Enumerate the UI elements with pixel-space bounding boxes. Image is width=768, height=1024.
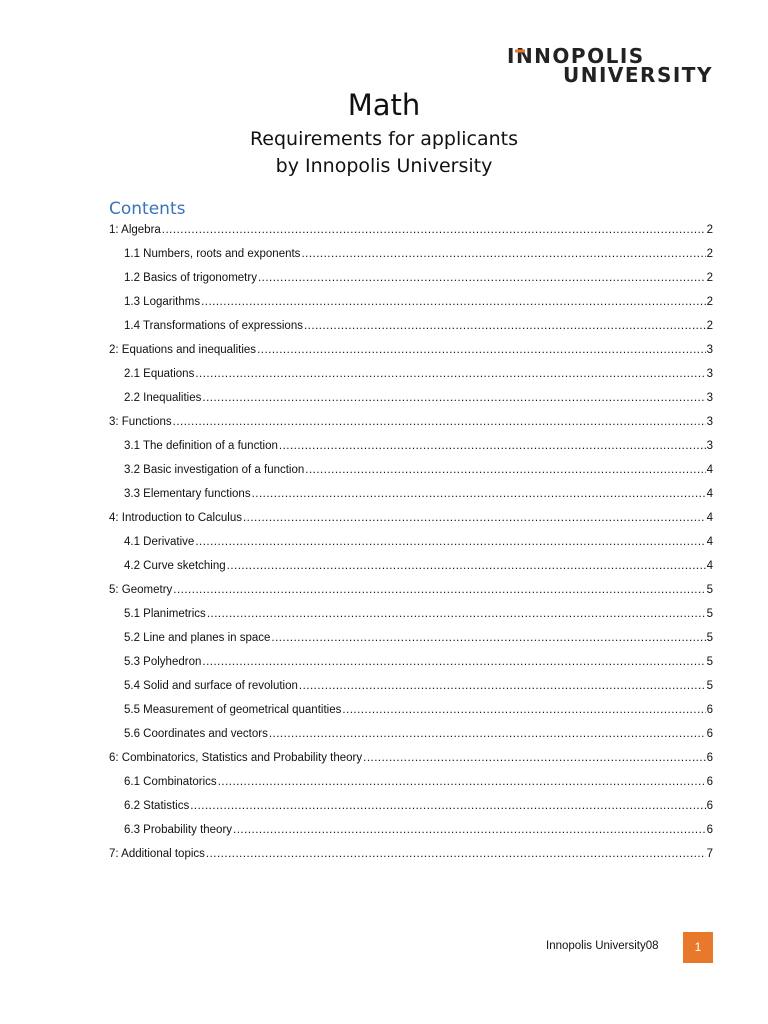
contents-heading: Contents bbox=[109, 199, 186, 219]
toc-entry-title: 5.5 Measurement of geometrical quantities bbox=[124, 704, 342, 716]
toc-entry-title: 4.1 Derivative bbox=[124, 536, 195, 548]
toc-entry-title: 2.1 Equations bbox=[124, 368, 195, 380]
toc-entry-page: 2 bbox=[706, 320, 713, 332]
toc-entry[interactable] bbox=[109, 698, 713, 722]
toc-entry-page: 3 bbox=[706, 392, 713, 404]
toc-dot-leader bbox=[195, 362, 705, 386]
footer-text: Innopolis University08 bbox=[546, 940, 659, 952]
toc-entry-title: 5.2 Line and planes in space bbox=[124, 632, 271, 644]
toc-entry[interactable] bbox=[109, 578, 713, 602]
toc-dot-leader bbox=[342, 698, 705, 722]
toc-dot-leader bbox=[363, 746, 705, 770]
toc-dot-leader bbox=[269, 722, 706, 746]
toc-dot-leader bbox=[202, 650, 705, 674]
toc-entry-title: 4.2 Curve sketching bbox=[124, 560, 226, 572]
toc-entry-title: 3.1 The definition of a function bbox=[124, 440, 278, 452]
toc-entry[interactable] bbox=[109, 386, 713, 410]
toc-dot-leader bbox=[301, 242, 705, 266]
toc-entry-page: 4 bbox=[706, 560, 713, 572]
toc-entry-title: 1.3 Logarithms bbox=[124, 296, 201, 308]
toc-entry[interactable] bbox=[109, 602, 713, 626]
toc-entry-title: 6.1 Combinatorics bbox=[124, 776, 217, 788]
toc-entry-page: 2 bbox=[706, 296, 713, 308]
toc-entry[interactable] bbox=[109, 650, 713, 674]
toc-entry-title: 2: Equations and inequalities bbox=[109, 344, 257, 356]
toc-entry-title: 3.2 Basic investigation of a function bbox=[124, 464, 305, 476]
toc-entry-title: 5.6 Coordinates and vectors bbox=[124, 728, 268, 740]
toc-dot-leader bbox=[162, 218, 706, 242]
page-number-badge: 1 bbox=[683, 932, 713, 963]
logo-line1: INNOPOLIS bbox=[507, 44, 645, 68]
toc-dot-leader bbox=[304, 314, 706, 338]
toc-entry-page: 5 bbox=[706, 584, 713, 596]
toc-dot-leader bbox=[206, 842, 706, 866]
toc-entry-page: 6 bbox=[706, 752, 713, 764]
toc-dot-leader bbox=[271, 626, 705, 650]
toc-entry-page: 4 bbox=[706, 464, 713, 476]
toc-dot-leader bbox=[299, 674, 706, 698]
toc-entry-page: 5 bbox=[706, 608, 713, 620]
toc-entry-page: 3 bbox=[706, 440, 713, 452]
toc-entry-page: 4 bbox=[706, 536, 713, 548]
document-subtitle-1: Requirements for applicants bbox=[249, 128, 519, 150]
toc-entry[interactable] bbox=[109, 338, 713, 362]
toc-entry[interactable] bbox=[109, 842, 713, 866]
toc-entry[interactable] bbox=[109, 410, 713, 434]
toc-entry[interactable] bbox=[109, 794, 713, 818]
toc-dot-leader bbox=[258, 266, 706, 290]
toc-entry-page: 6 bbox=[706, 800, 713, 812]
toc-entry-title: 2.2 Inequalities bbox=[124, 392, 202, 404]
toc-entry-page: 4 bbox=[706, 512, 713, 524]
toc-entry-title: 5: Geometry bbox=[109, 584, 173, 596]
innopolis-university-logo bbox=[505, 44, 717, 86]
toc-entry-title: 4: Introduction to Calculus bbox=[109, 512, 242, 524]
toc-entry[interactable] bbox=[109, 362, 713, 386]
toc-dot-leader bbox=[243, 506, 706, 530]
toc-entry-page: 6 bbox=[706, 824, 713, 836]
toc-entry-title: 1: Algebra bbox=[109, 224, 161, 236]
toc-entry-page: 7 bbox=[706, 848, 713, 860]
toc-entry[interactable] bbox=[109, 626, 713, 650]
toc-entry-page: 5 bbox=[706, 632, 713, 644]
toc-entry-page: 5 bbox=[706, 680, 713, 692]
table-of-contents bbox=[109, 218, 713, 866]
toc-entry[interactable] bbox=[109, 506, 713, 530]
toc-entry-title: 3.3 Elementary functions bbox=[124, 488, 251, 500]
toc-entry-title: 6.2 Statistics bbox=[124, 800, 190, 812]
toc-entry-page: 4 bbox=[706, 488, 713, 500]
toc-entry-page: 2 bbox=[706, 272, 713, 284]
toc-entry[interactable] bbox=[109, 482, 713, 506]
toc-dot-leader bbox=[218, 770, 706, 794]
toc-entry[interactable] bbox=[109, 722, 713, 746]
toc-entry-page: 3 bbox=[706, 368, 713, 380]
toc-entry[interactable] bbox=[109, 818, 713, 842]
toc-entry-page: 5 bbox=[706, 656, 713, 668]
toc-dot-leader bbox=[227, 554, 706, 578]
toc-entry-title: 1.2 Basics of trigonometry bbox=[124, 272, 257, 284]
toc-dot-leader bbox=[202, 386, 705, 410]
toc-entry[interactable] bbox=[109, 746, 713, 770]
toc-entry[interactable] bbox=[109, 290, 713, 314]
logo-line2: UNIVERSITY bbox=[563, 63, 713, 86]
toc-dot-leader bbox=[305, 458, 705, 482]
toc-entry[interactable] bbox=[109, 242, 713, 266]
toc-entry[interactable] bbox=[109, 530, 713, 554]
toc-entry[interactable] bbox=[109, 770, 713, 794]
toc-entry-title: 6: Combinatorics, Statistics and Probability theory bbox=[109, 752, 363, 764]
toc-entry-title: 6.3 Probability theory bbox=[124, 824, 233, 836]
toc-entry-title: 5.4 Solid and surface of revolution bbox=[124, 680, 298, 692]
document-subtitle-2: by Innopolis University bbox=[275, 155, 493, 177]
toc-entry-title: 5.1 Planimetrics bbox=[124, 608, 206, 620]
toc-entry[interactable] bbox=[109, 434, 713, 458]
toc-dot-leader bbox=[252, 482, 706, 506]
toc-dot-leader bbox=[279, 434, 706, 458]
toc-entry-page: 2 bbox=[706, 248, 713, 260]
document-title: Math bbox=[347, 88, 421, 122]
toc-entry-title: 1.1 Numbers, roots and exponents bbox=[124, 248, 301, 260]
toc-dot-leader bbox=[190, 794, 705, 818]
toc-entry-page: 6 bbox=[706, 776, 713, 788]
toc-entry-page: 6 bbox=[706, 728, 713, 740]
toc-entry-title: 5.3 Polyhedron bbox=[124, 656, 202, 668]
toc-dot-leader bbox=[201, 290, 706, 314]
toc-entry[interactable] bbox=[109, 266, 713, 290]
toc-entry-title: 1.4 Transformations of expressions bbox=[124, 320, 303, 332]
toc-entry-page: 3 bbox=[706, 344, 713, 356]
toc-dot-leader bbox=[233, 818, 706, 842]
toc-dot-leader bbox=[173, 578, 705, 602]
toc-dot-leader bbox=[195, 530, 705, 554]
toc-dot-leader bbox=[257, 338, 706, 362]
toc-dot-leader bbox=[173, 410, 706, 434]
toc-entry-title: 3: Functions bbox=[109, 416, 172, 428]
toc-entry[interactable] bbox=[109, 674, 713, 698]
toc-entry-page: 2 bbox=[706, 224, 713, 236]
toc-entry[interactable] bbox=[109, 314, 713, 338]
toc-entry-page: 6 bbox=[706, 704, 713, 716]
toc-entry[interactable] bbox=[109, 554, 713, 578]
toc-dot-leader bbox=[207, 602, 706, 626]
toc-entry-page: 3 bbox=[706, 416, 713, 428]
toc-entry[interactable] bbox=[109, 218, 713, 242]
toc-entry[interactable] bbox=[109, 458, 713, 482]
toc-entry-title: 7: Additional topics bbox=[109, 848, 205, 860]
